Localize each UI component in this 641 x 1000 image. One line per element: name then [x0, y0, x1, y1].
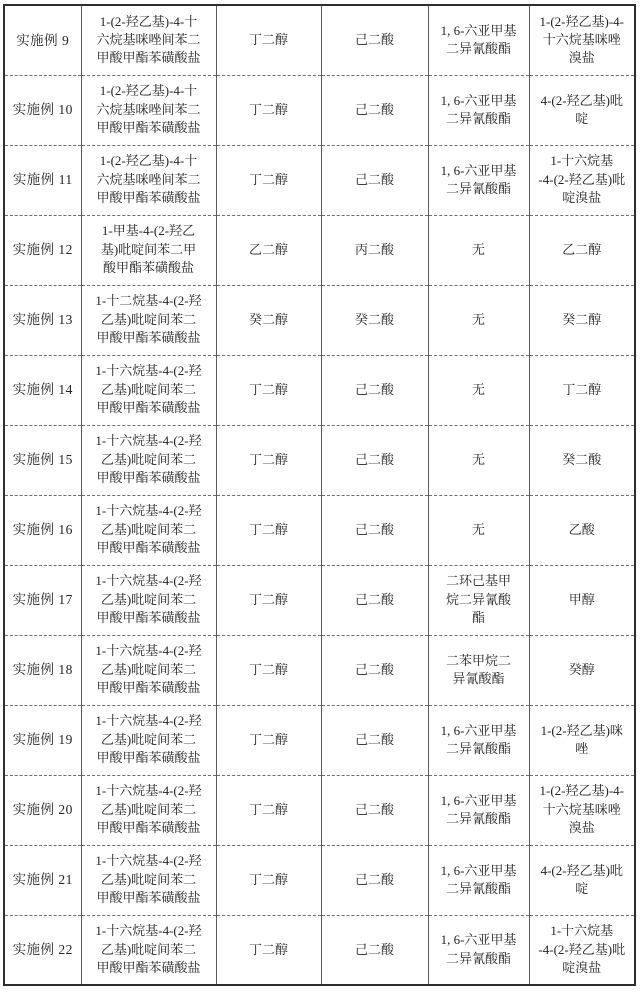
sulfonate-monomer-cell: 1-(2-羟乙基)-4-十 六烷基咪唑间苯二 甲酸甲酯苯磺酸盐 — [81, 5, 216, 75]
sulfonate-monomer-cell: 1-十六烷基-4-(2-羟 乙基)吡啶间苯二 甲酸甲酯苯磺酸盐 — [81, 845, 216, 915]
diol-cell: 丁二醇 — [216, 845, 321, 915]
diisocyanate-cell: 无 — [428, 215, 529, 285]
table-row — [4, 5, 635, 75]
diisocyanate-cell: 1, 6-六亚甲基 二异氰酸酯 — [428, 5, 529, 75]
diacid-cell: 己二酸 — [321, 145, 428, 215]
end-capping-agent-cell: 癸醇 — [529, 635, 635, 705]
diisocyanate-cell: 无 — [428, 495, 529, 565]
sulfonate-monomer-cell: 1-十六烷基-4-(2-羟 乙基)吡啶间苯二 甲酸甲酯苯磺酸盐 — [81, 635, 216, 705]
table-row — [4, 285, 635, 355]
diacid-cell: 己二酸 — [321, 355, 428, 425]
diol-cell: 乙二醇 — [216, 215, 321, 285]
table-row — [4, 215, 635, 285]
end-capping-agent-cell: 1-(2-羟乙基)-4- 十六烷基咪唑 溴盐 — [529, 775, 635, 845]
diisocyanate-cell: 1, 6-六亚甲基 二异氰酸酯 — [428, 75, 529, 145]
diacid-cell: 己二酸 — [321, 635, 428, 705]
diisocyanate-cell: 二环己基甲 烷二异氰酸 酯 — [428, 565, 529, 635]
table-row — [4, 565, 635, 635]
diacid-cell: 癸二酸 — [321, 285, 428, 355]
end-capping-agent-cell: 1-(2-羟乙基)-4- 十六烷基咪唑 溴盐 — [529, 5, 635, 75]
diol-cell: 丁二醇 — [216, 75, 321, 145]
table-row — [4, 635, 635, 705]
sulfonate-monomer-cell: 1-甲基-4-(2-羟乙 基)吡啶间苯二甲 酸甲酯苯磺酸盐 — [81, 215, 216, 285]
example-id-cell: 实施例 10 — [4, 75, 81, 145]
end-capping-agent-cell: 4-(2-羟乙基)吡 啶 — [529, 75, 635, 145]
end-capping-agent-cell: 乙二醇 — [529, 215, 635, 285]
sulfonate-monomer-cell: 1-(2-羟乙基)-4-十 六烷基咪唑间苯二 甲酸甲酯苯磺酸盐 — [81, 75, 216, 145]
sulfonate-monomer-cell: 1-十六烷基-4-(2-羟 乙基)吡啶间苯二 甲酸甲酯苯磺酸盐 — [81, 775, 216, 845]
example-id-cell: 实施例 11 — [4, 145, 81, 215]
diol-cell: 丁二醇 — [216, 5, 321, 75]
diol-cell: 癸二醇 — [216, 285, 321, 355]
diisocyanate-cell: 1, 6-六亚甲基 二异氰酸酯 — [428, 915, 529, 985]
end-capping-agent-cell: 1-(2-羟乙基)咪 唑 — [529, 705, 635, 775]
table-row — [4, 775, 635, 845]
end-capping-agent-cell: 丁二醇 — [529, 355, 635, 425]
example-id-cell: 实施例 14 — [4, 355, 81, 425]
table-row — [4, 145, 635, 215]
example-id-cell: 实施例 22 — [4, 915, 81, 985]
example-id-cell: 实施例 13 — [4, 285, 81, 355]
example-id-cell: 实施例 16 — [4, 495, 81, 565]
diacid-cell: 己二酸 — [321, 775, 428, 845]
diisocyanate-cell: 无 — [428, 425, 529, 495]
diacid-cell: 己二酸 — [321, 495, 428, 565]
example-id-cell: 实施例 18 — [4, 635, 81, 705]
diisocyanate-cell: 无 — [428, 355, 529, 425]
diol-cell: 丁二醇 — [216, 355, 321, 425]
end-capping-agent-cell: 4-(2-羟乙基)吡 啶 — [529, 845, 635, 915]
diacid-cell: 己二酸 — [321, 75, 428, 145]
diol-cell: 丁二醇 — [216, 565, 321, 635]
table-row — [4, 495, 635, 565]
diacid-cell: 己二酸 — [321, 705, 428, 775]
example-id-cell: 实施例 9 — [4, 5, 81, 75]
table-row — [4, 845, 635, 915]
example-id-cell: 实施例 20 — [4, 775, 81, 845]
diol-cell: 丁二醇 — [216, 495, 321, 565]
end-capping-agent-cell: 1-十六烷基 -4-(2-羟乙基)吡 啶溴盐 — [529, 145, 635, 215]
diacid-cell: 己二酸 — [321, 425, 428, 495]
diol-cell: 丁二醇 — [216, 705, 321, 775]
sulfonate-monomer-cell: 1-十六烷基-4-(2-羟 乙基)吡啶间苯二 甲酸甲酯苯磺酸盐 — [81, 705, 216, 775]
diisocyanate-cell: 二苯甲烷二 异氰酸酯 — [428, 635, 529, 705]
diol-cell: 丁二醇 — [216, 635, 321, 705]
sulfonate-monomer-cell: 1-十六烷基-4-(2-羟 乙基)吡啶间苯二 甲酸甲酯苯磺酸盐 — [81, 915, 216, 985]
diacid-cell: 己二酸 — [321, 565, 428, 635]
sulfonate-monomer-cell: 1-(2-羟乙基)-4-十 六烷基咪唑间苯二 甲酸甲酯苯磺酸盐 — [81, 145, 216, 215]
diacid-cell: 己二酸 — [321, 5, 428, 75]
example-id-cell: 实施例 15 — [4, 425, 81, 495]
table-row — [4, 425, 635, 495]
diisocyanate-cell: 无 — [428, 285, 529, 355]
example-id-cell: 实施例 17 — [4, 565, 81, 635]
diisocyanate-cell: 1, 6-六亚甲基 二异氰酸酯 — [428, 145, 529, 215]
diisocyanate-cell: 1, 6-六亚甲基 二异氰酸酯 — [428, 775, 529, 845]
table-row — [4, 705, 635, 775]
example-id-cell: 实施例 21 — [4, 845, 81, 915]
sulfonate-monomer-cell: 1-十六烷基-4-(2-羟 乙基)吡啶间苯二 甲酸甲酯苯磺酸盐 — [81, 355, 216, 425]
example-id-cell: 实施例 19 — [4, 705, 81, 775]
table-row — [4, 75, 635, 145]
end-capping-agent-cell: 癸二醇 — [529, 285, 635, 355]
end-capping-agent-cell: 癸二酸 — [529, 425, 635, 495]
sulfonate-monomer-cell: 1-十六烷基-4-(2-羟 乙基)吡啶间苯二 甲酸甲酯苯磺酸盐 — [81, 425, 216, 495]
end-capping-agent-cell: 1-十六烷基 -4-(2-羟乙基)吡 啶溴盐 — [529, 915, 635, 985]
diisocyanate-cell: 1, 6-六亚甲基 二异氰酸酯 — [428, 705, 529, 775]
diol-cell: 丁二醇 — [216, 775, 321, 845]
end-capping-agent-cell: 甲醇 — [529, 565, 635, 635]
diacid-cell: 己二酸 — [321, 915, 428, 985]
table-body — [4, 5, 635, 985]
sulfonate-monomer-cell: 1-十六烷基-4-(2-羟 乙基)吡啶间苯二 甲酸甲酯苯磺酸盐 — [81, 565, 216, 635]
table-row — [4, 355, 635, 425]
diol-cell: 丁二醇 — [216, 915, 321, 985]
diol-cell: 丁二醇 — [216, 425, 321, 495]
table-row — [4, 915, 635, 985]
diisocyanate-cell: 1, 6-六亚甲基 二异氰酸酯 — [428, 845, 529, 915]
example-id-cell: 实施例 12 — [4, 215, 81, 285]
diol-cell: 丁二醇 — [216, 145, 321, 215]
end-capping-agent-cell: 乙酸 — [529, 495, 635, 565]
patent-examples-table — [3, 4, 636, 986]
diacid-cell: 己二酸 — [321, 845, 428, 915]
sulfonate-monomer-cell: 1-十六烷基-4-(2-羟 乙基)吡啶间苯二 甲酸甲酯苯磺酸盐 — [81, 495, 216, 565]
diacid-cell: 丙二酸 — [321, 215, 428, 285]
sulfonate-monomer-cell: 1-十二烷基-4-(2-羟 乙基)吡啶间苯二 甲酸甲酯苯磺酸盐 — [81, 285, 216, 355]
